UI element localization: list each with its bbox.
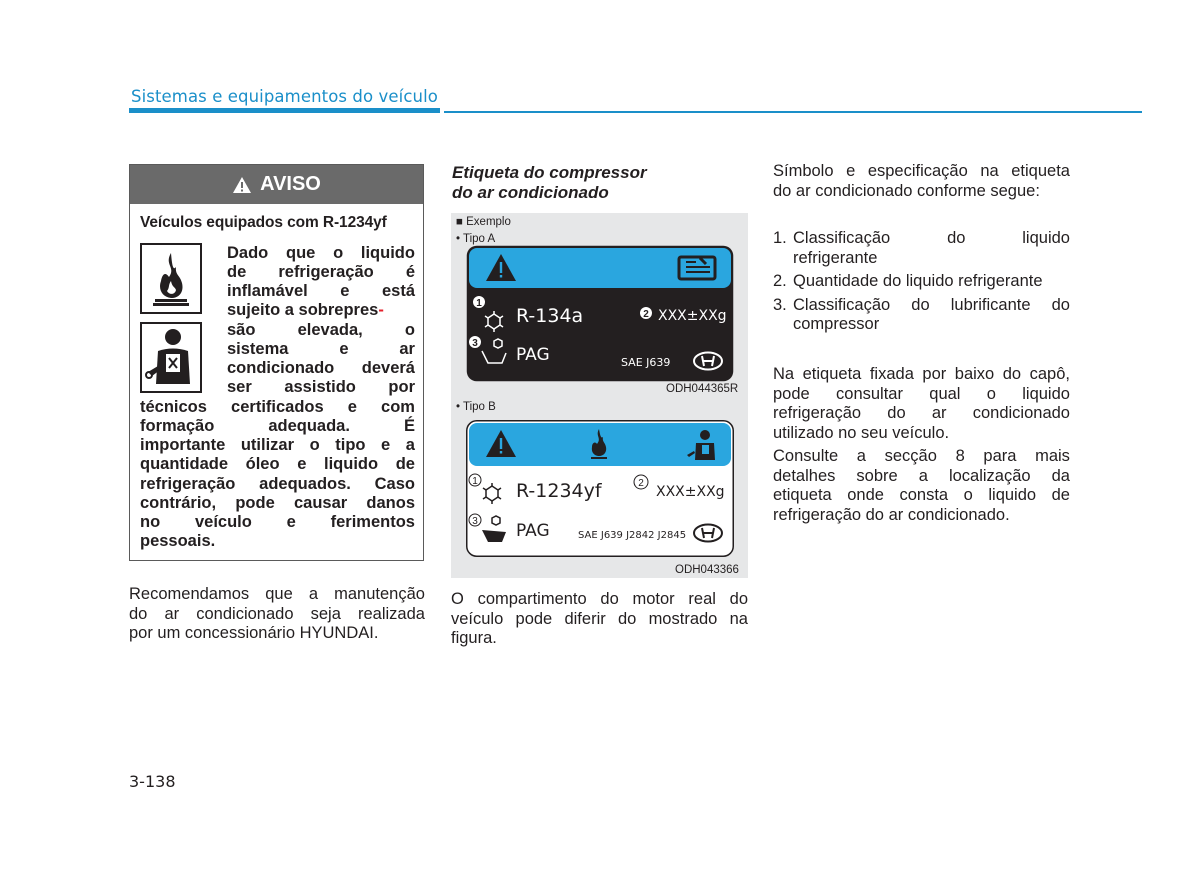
list-item: 3. Classificação do lubrificante do compressor bbox=[773, 295, 1070, 334]
paragraph-line: Recomendamos que a manutenção bbox=[129, 585, 425, 603]
warning-line: de refrigeração é bbox=[227, 263, 415, 281]
warning-box bbox=[129, 164, 424, 561]
warning-triangle-icon bbox=[232, 176, 252, 194]
paragraph-line: do ar condicionado conforme segue: bbox=[773, 181, 1040, 200]
compressor-label-heading: Etiqueta do compressor do ar condicionado bbox=[452, 163, 647, 202]
header-rule-thick bbox=[129, 108, 440, 113]
list-item: 1. Classificação do liquido refrigerante bbox=[773, 229, 1070, 267]
type-b-caption: • Tipo B bbox=[456, 401, 496, 413]
paragraph-line: do ar condicionado seja realizada bbox=[129, 604, 425, 623]
paragraph-line: pode consultar qual o liquido bbox=[773, 384, 1070, 403]
paragraph-line: figura. bbox=[451, 629, 497, 648]
paragraph-line: Consulte a secção 8 para mais bbox=[773, 447, 1070, 465]
paragraph-line: O compartimento do motor real do bbox=[451, 590, 748, 608]
figure-code: ODH044365R bbox=[666, 383, 739, 395]
paragraph-line: Símbolo e especificação na etiqueta bbox=[773, 162, 1070, 180]
example-caption: ■ Exemplo bbox=[456, 216, 511, 228]
svg-text:1: 1 bbox=[472, 476, 478, 487]
svg-text:XXX±XXg: XXX±XXg bbox=[658, 308, 727, 324]
warning-line: quantidade óleo e liquido de bbox=[140, 455, 415, 473]
warning-line: refrigeração adequados. Caso bbox=[140, 475, 415, 493]
paragraph-line: etiqueta onde consta o liquido de bbox=[773, 486, 1070, 505]
paragraph-line: detalhes sobre a localização da bbox=[773, 466, 1070, 485]
spec-list bbox=[773, 229, 1070, 335]
warning-header bbox=[130, 165, 423, 204]
svg-text:2: 2 bbox=[643, 309, 649, 320]
warning-line: Dado que o liquido bbox=[227, 244, 415, 262]
maintenance-paragraph bbox=[129, 585, 425, 644]
page-number: 3-138 bbox=[129, 772, 176, 791]
warning-line: inflamável e está bbox=[227, 282, 415, 300]
section-title: Sistemas e equipamentos do veículo bbox=[131, 87, 438, 106]
warning-line: no veículo e ferimentos bbox=[140, 513, 415, 531]
warning-title: AVISO bbox=[260, 173, 321, 195]
svg-text:SAE J639 J2842 J2845: SAE J639 J2842 J2845 bbox=[578, 530, 687, 541]
svg-text:3: 3 bbox=[472, 516, 478, 527]
paragraph-line: veículo pode diferir do mostrado na bbox=[451, 609, 748, 628]
warning-line: formação adequada. É bbox=[140, 417, 415, 435]
svg-text:1: 1 bbox=[476, 298, 482, 309]
warning-line: são elevada, o bbox=[227, 321, 415, 339]
type-b-label bbox=[466, 420, 734, 557]
paragraph-line: refrigeração do ar condicionado bbox=[773, 404, 1070, 423]
svg-text:3: 3 bbox=[472, 338, 478, 349]
paragraph-line: Na etiqueta fixada por baixo do capô, bbox=[773, 365, 1070, 383]
warning-line: contrário, pode causar danos bbox=[140, 494, 415, 512]
paragraph-line: refrigeração do ar condicionado. bbox=[773, 505, 1010, 524]
type-a-label bbox=[466, 245, 734, 382]
svg-text:PAG: PAG bbox=[516, 345, 550, 365]
paragraph-line: utilizado no seu veículo. bbox=[773, 423, 950, 442]
warning-line: sujeito a sobrepres- bbox=[227, 301, 384, 319]
label-location-paragraph bbox=[773, 365, 1070, 443]
warning-line: técnicos certificados e com bbox=[140, 398, 415, 416]
type-a-caption: • Tipo A bbox=[456, 233, 496, 245]
list-item: 2. Quantidade do liquido refrigerante bbox=[773, 272, 1043, 291]
svg-text:PAG: PAG bbox=[516, 521, 550, 541]
warning-line: pessoais. bbox=[140, 532, 216, 550]
intro-paragraph bbox=[773, 162, 1070, 201]
svg-text:XXX±XXg: XXX±XXg bbox=[656, 484, 725, 500]
paragraph-line: por um concessionário HYUNDAI. bbox=[129, 624, 379, 643]
figure-code: ODH043366 bbox=[675, 564, 739, 576]
svg-text:R-1234yf: R-1234yf bbox=[516, 480, 602, 502]
warning-line: ser assistido por bbox=[227, 378, 415, 396]
flame-icon bbox=[140, 243, 202, 314]
warning-line: importante utilizar o tipo e a bbox=[140, 436, 415, 454]
header-rule-thin bbox=[444, 111, 1142, 113]
warning-subtitle: Veículos equipados com R-1234yf bbox=[140, 214, 387, 231]
warning-line: sistema e ar bbox=[227, 340, 415, 358]
svg-text:2: 2 bbox=[638, 478, 644, 489]
hyphen-mark: - bbox=[378, 301, 384, 319]
figure-note-paragraph bbox=[451, 590, 748, 649]
warning-line: condicionado deverá bbox=[227, 359, 415, 377]
svg-text:SAE J639: SAE J639 bbox=[621, 356, 671, 369]
svg-text:R-134a: R-134a bbox=[516, 305, 584, 327]
technician-icon bbox=[140, 322, 202, 393]
section-reference-paragraph bbox=[773, 447, 1070, 525]
